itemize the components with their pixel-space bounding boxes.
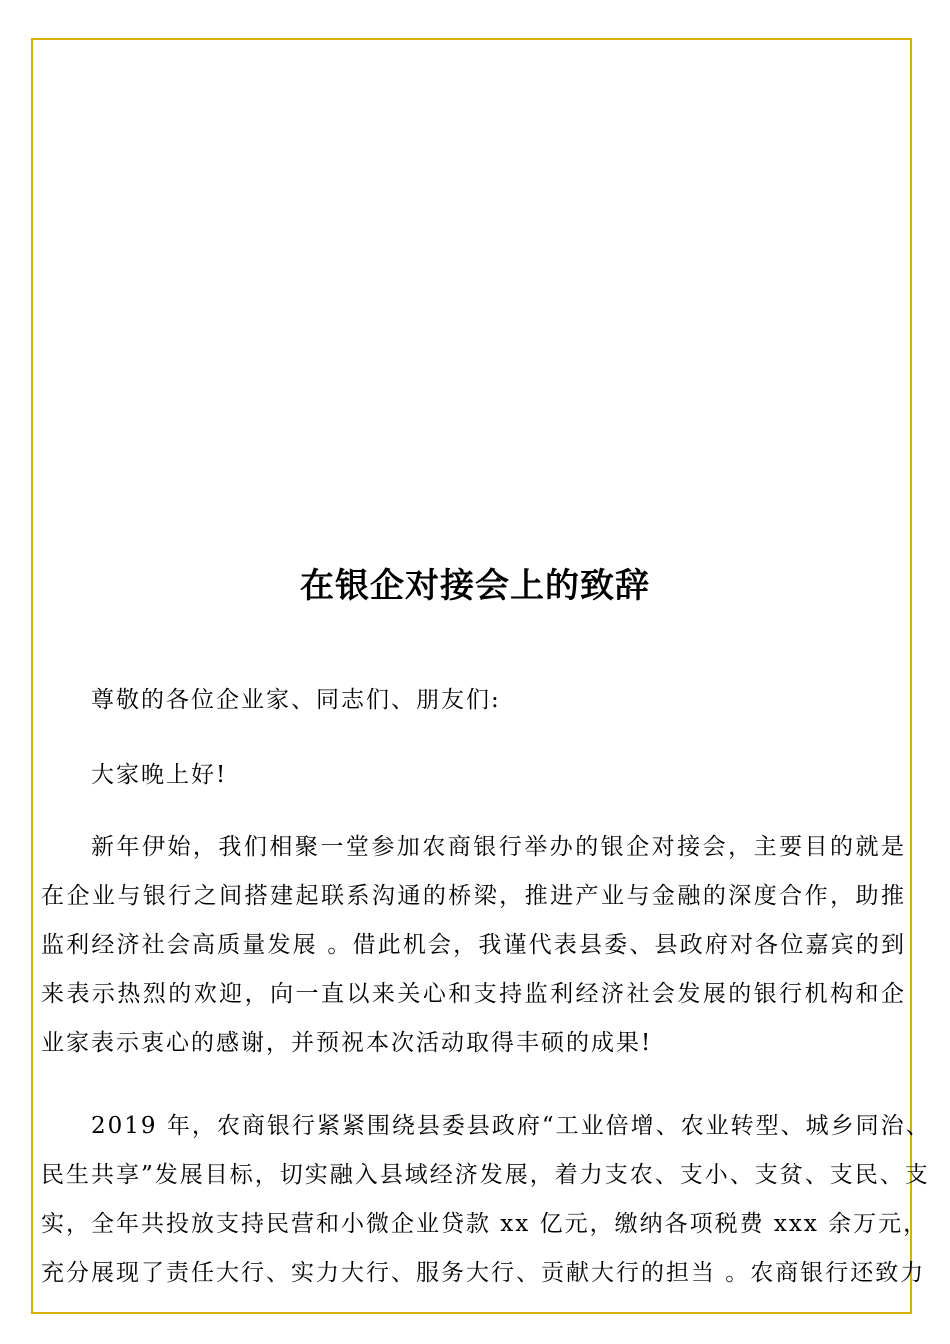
paragraph-1-line: 来表示热烈的欢迎，向一直以来关心和支持监利经济社会发展的银行机构和企 — [41, 981, 906, 1007]
paragraph-2 — [41, 1102, 931, 1298]
salutation-text: 尊敬的各位企业家、同志们、朋友们: — [91, 687, 501, 713]
paragraph-1 — [41, 823, 906, 1068]
paragraph-2-line: 2019 年，农商银行紧紧围绕县委县政府“工业倍增、农业转型、城乡同治、 — [91, 1113, 931, 1139]
paragraph-1-line: 新年伊始，我们相聚一堂参加农商银行举办的银企对接会，主要目的就是 — [91, 834, 906, 860]
paragraph-2-line: 实，全年共投放支持民营和小微企业贷款 xx 亿元，缴纳各项税费 xxx 余万元， — [41, 1211, 929, 1237]
greeting-text: 大家晚上好! — [91, 762, 228, 788]
document-title: 在银企对接会上的致辞 — [300, 566, 650, 606]
paragraph-1-line: 在企业与银行之间搭建起联系沟通的桥梁，推进产业与金融的深度合作，助推 — [41, 883, 906, 909]
greeting — [41, 751, 906, 800]
paragraph-2-line: 充分展现了责任大行、实力大行、服务大行、贡献大行的担当 。农商银行还致力 — [41, 1260, 926, 1286]
paragraph-1-line: 业家表示衷心的感谢，并预祝本次活动取得丰硕的成果! — [41, 1030, 653, 1056]
salutation — [41, 676, 906, 725]
paragraph-2-line: 民生共享”发展目标，切实融入县域经济发展，着力支农、支小、支贫、支民、支 — [41, 1162, 930, 1188]
paragraph-1-line: 监利经济社会高质量发展 。借此机会，我谨代表县委、县政府对各位嘉宾的到 — [41, 932, 906, 958]
